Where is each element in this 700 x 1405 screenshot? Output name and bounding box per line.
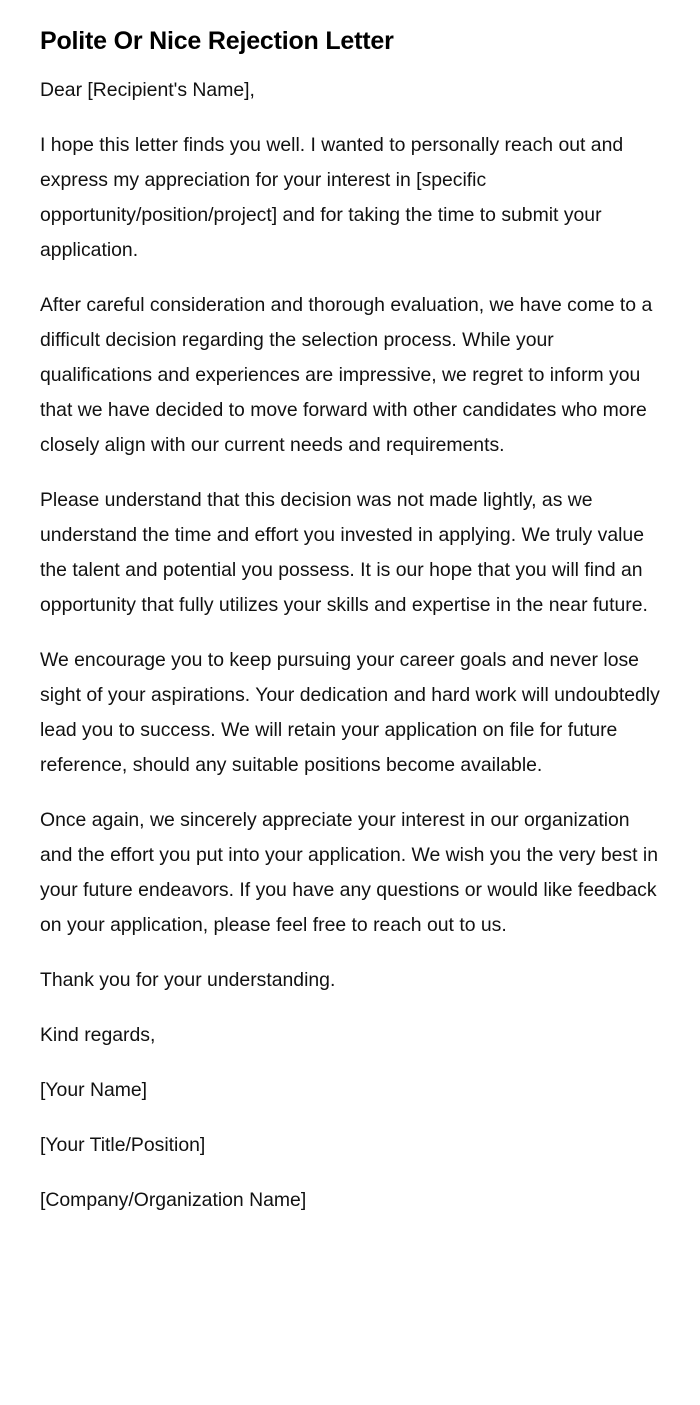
signature-title: [Your Title/Position]: [40, 1134, 206, 1156]
thank-you-line: Thank you for your understanding.: [40, 969, 336, 991]
closing-line: Kind regards,: [40, 1024, 156, 1046]
signature-name: [Your Name]: [40, 1079, 148, 1101]
signature-company: [Company/Organization Name]: [40, 1189, 307, 1211]
letter-paragraph-4: We encourage you to keep pursuing your career goals and never lose sight of your aspirations. Your dedication and hard work will undoubtedly lead you to success. We will retain your application on file for future reference, should any suitable positions become available.: [40, 649, 660, 776]
letter-paragraph-1: I hope this letter finds you well. I wanted to personally reach out and express my appreciation for your interest in [specific opportunity/position/project] and for taking the time to submit your application.: [40, 134, 624, 261]
letter-paragraph-2: After careful consideration and thorough evaluation, we have come to a difficult decision regarding the selection process. While your qualifications and experiences are impressive, we regret to inform you that we have decided to move forward with other candidates who more closely align with our current needs and requirements.: [40, 294, 653, 456]
salutation: Dear [Recipient's Name],: [40, 79, 255, 101]
letter-paragraph-5: Once again, we sincerely appreciate your interest in our organization and the effort you put into your application. We wish you the very best in your future endeavors. If you have any questions or would like feedback on your application, please feel free to reach out to us.: [40, 809, 658, 936]
letter-paragraph-3: Please understand that this decision was not made lightly, as we understand the time and effort you invested in applying. We truly value the talent and potential you possess. It is our hope that you will find an opportunity that fully utilizes your skills and expertise in the near future.: [40, 489, 648, 616]
document-title: Polite Or Nice Rejection Letter: [40, 27, 394, 55]
